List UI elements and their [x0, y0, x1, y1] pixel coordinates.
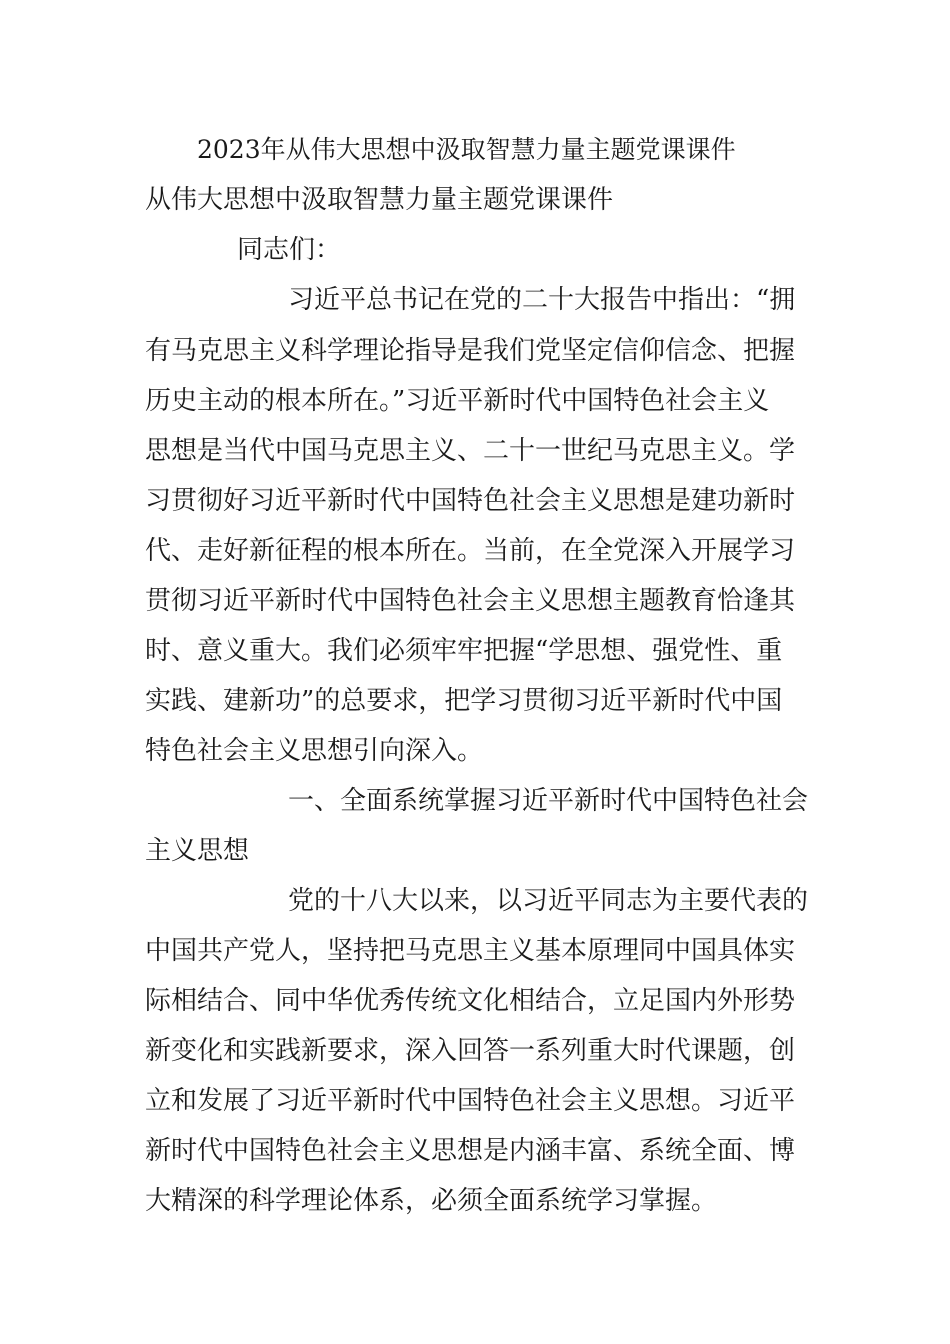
document-subtitle: 从伟大思想中汲取智慧力量主题党课课件	[145, 185, 614, 215]
paragraph-line: 实践、建新功”的总要求，把学习贯彻习近平新时代中国	[145, 686, 783, 716]
paragraph-line: 历史主动的根本所在。”习近平新时代中国特色社会主义	[145, 386, 770, 416]
paragraph-line: 新时代中国特色社会主义思想是内涵丰富、系统全面、博	[145, 1136, 796, 1166]
paragraph-line: 际相结合、同中华优秀传统文化相结合，立足国内外形势	[145, 986, 796, 1016]
paragraph-line: 贯彻习近平新时代中国特色社会主义思想主题教育恰逢其	[145, 586, 796, 616]
paragraph-line: 中国共产党人，坚持把马克思主义基本原理同中国具体实	[145, 936, 796, 966]
paragraph-line: 大精深的科学理论体系，必须全面系统学习掌握。	[145, 1186, 718, 1216]
heading-line: 主义思想	[145, 836, 250, 866]
paragraph-line: 思想是当代中国马克思主义、二十一世纪马克思主义。学	[145, 436, 796, 466]
paragraph-line: 立和发展了习近平新时代中国特色社会主义思想。习近平	[145, 1086, 796, 1116]
heading-line: 一、全面系统掌握习近平新时代中国特色社会	[288, 786, 809, 816]
paragraph-line: 习近平总书记在党的二十大报告中指出：“拥	[288, 285, 796, 315]
paragraph-line: 时、意义重大。我们必须牢牢把握“学思想、强党性、重	[145, 636, 783, 666]
paragraph-line: 新变化和实践新要求，深入回答一系列重大时代课题，创	[145, 1036, 796, 1066]
paragraph-line: 代、走好新征程的根本所在。当前，在全党深入开展学习	[145, 536, 796, 566]
paragraph-line: 党的十八大以来，以习近平同志为主要代表的	[288, 886, 809, 916]
paragraph-line: 特色社会主义思想引向深入。	[145, 736, 484, 766]
salutation: 同志们：	[237, 235, 342, 265]
paragraph-line: 有马克思主义科学理论指导是我们党坚定信仰信念、把握	[145, 336, 796, 366]
document-title: 2023年从伟大思想中汲取智慧力量主题党课课件	[197, 135, 736, 164]
paragraph-line: 习贯彻好习近平新时代中国特色社会主义思想是建功新时	[145, 486, 796, 516]
